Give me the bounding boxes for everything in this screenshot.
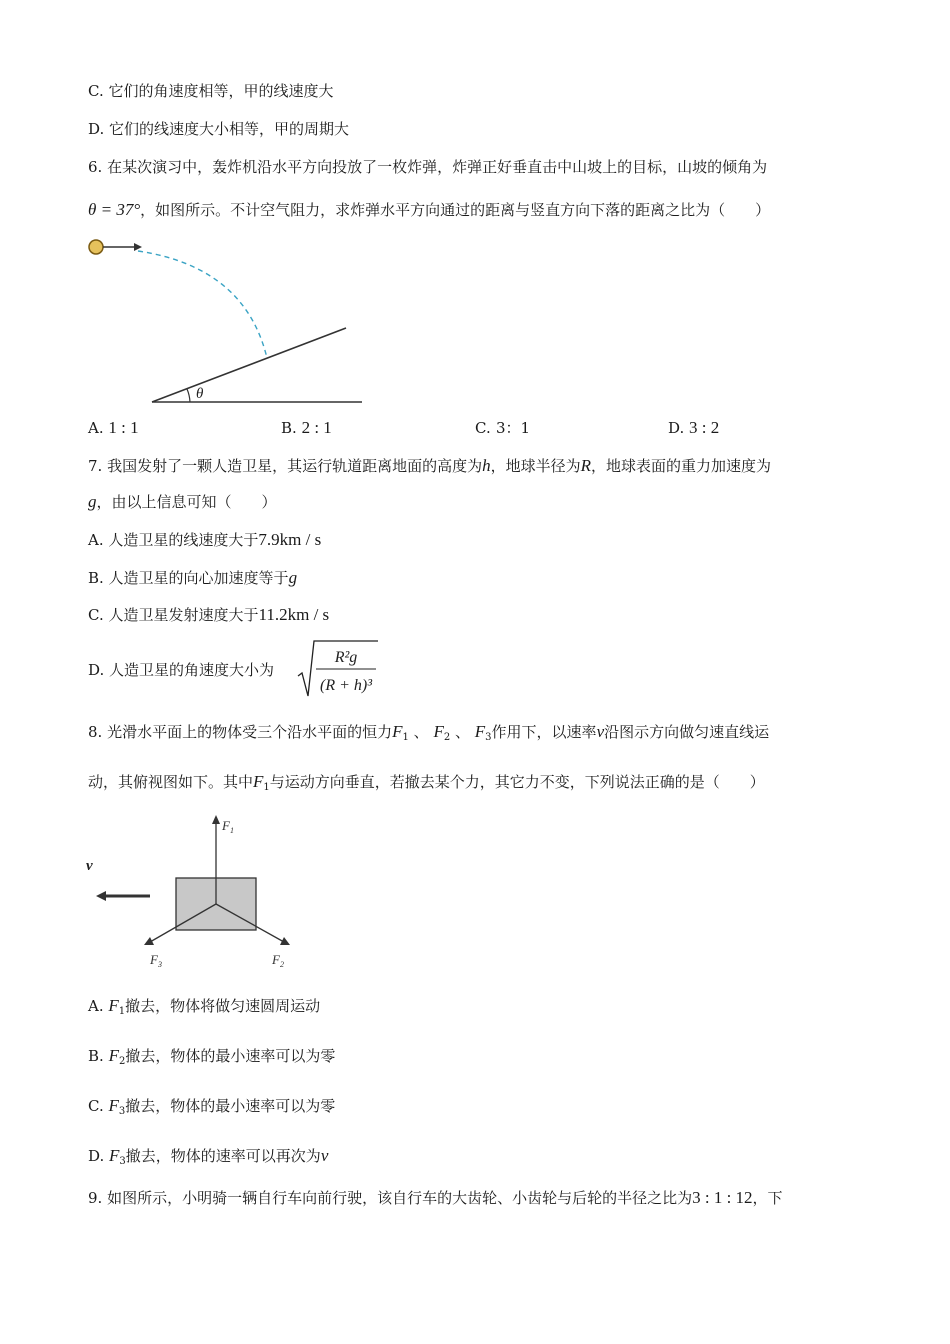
sqrt-formula: [296, 638, 380, 700]
q6-option-b: B. 2 : 1: [281, 418, 332, 437]
bomb-icon: [89, 240, 103, 254]
q6-option-c-value: 3：1: [496, 419, 531, 437]
q8-option-b: B. $F_2$撤去，物体的最小速率可以为零: [88, 1046, 336, 1067]
fig-f3-label: $F_3$: [150, 952, 162, 969]
angle-arc: [187, 389, 190, 402]
q7-option-d: D. 人造卫星的角速度大小为: [88, 661, 275, 679]
q7-stem-line2: g，由以上信息可知（ ）: [88, 492, 277, 511]
q8-option-a: A. $F_1$撤去，物体将做匀速圆周运动: [88, 996, 321, 1017]
sqrt-denominator: (R + h)³: [319, 677, 373, 694]
q7-option-a: A. 人造卫星的线速度大于7.9km / s: [88, 530, 322, 549]
q8-option-d: D. $F_3$撤去，物体的速率可以再次为v: [88, 1146, 329, 1167]
q8-stem-line2: 动，其俯视图如下。其中$F_1$与运动方向垂直，若撤去某个力，其它力不变，下列说法正确的是（ ）: [88, 772, 765, 793]
q6-stem-line1: 6. 在某次演习中，轰炸机沿水平方向投放了一枚炸弹，炸弹正好垂直击中山坡上的目标，山坡的倾角为: [88, 158, 768, 176]
fig-v-label: v: [86, 858, 93, 874]
q8-stem-line1: 8. 光滑水平面上的物体受三个沿水平面的恒力$F_1$ 、 $F_2$ 、 $F_3$作用下，以速率v沿图示方向做匀速直线运: [88, 722, 770, 743]
q6-slope-figure: [80, 232, 380, 412]
q8-force-figure: [80, 808, 310, 978]
q6-option-c: C.: [475, 419, 491, 437]
q9-stem-line1: 9. 如图所示，小明骑一辆自行车向前行驶，该自行车的大齿轮、小齿轮与后轮的半径之比为3 : 1 : 12，下: [88, 1188, 783, 1207]
force-f1-arrowhead: [212, 815, 220, 824]
trajectory-dashed: [138, 251, 267, 358]
q6-option-d: D. 3 : 2: [668, 418, 720, 437]
q7-option-b: B. 人造卫星的向心加速度等于g: [88, 568, 298, 587]
fig-f1-label: $F_1$: [222, 818, 234, 835]
q5-option-c: C. 它们的角速度相等，甲的线速度大: [88, 82, 334, 100]
theta-label: θ: [196, 386, 204, 402]
sqrt-numerator: R²g: [334, 649, 358, 666]
q6-option-a: A. 1 : 1: [88, 418, 139, 437]
theta-equation: θ = 37°: [88, 200, 141, 219]
slope-line: [152, 328, 346, 402]
velocity-arrowhead: [134, 243, 142, 251]
q8-option-c: C. $F_3$撤去，物体的最小速率可以为零: [88, 1096, 336, 1117]
q7-stem-line1: 7. 我国发射了一颗人造卫星，其运行轨道距离地面的高度为h，地球半径为R，地球表面的重力加速度为: [88, 456, 772, 475]
fig-f2-label: $F_2$: [272, 952, 284, 969]
q5-option-d: D. 它们的线速度大小相等，甲的周期大: [88, 120, 350, 138]
q6-stem-line2: θ = 37°，如图所示。不计空气阻力，求炸弹水平方向通过的距离与竖直方向下落的距离之比为（ ）: [88, 200, 771, 219]
velocity-arrowhead: [96, 891, 106, 901]
q7-option-c: C. 人造卫星发射速度大于11.2km / s: [88, 605, 330, 624]
